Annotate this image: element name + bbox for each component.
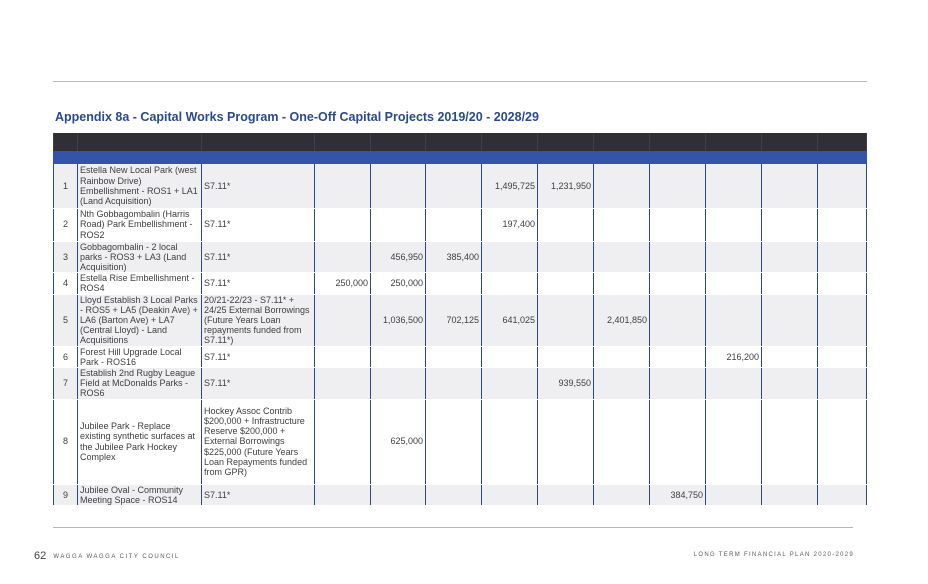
year-amount-cell — [706, 484, 762, 505]
year-amount-cell — [706, 294, 762, 346]
funding-source-cell: S7.11* — [202, 241, 315, 273]
year-amount-cell — [426, 273, 482, 294]
organisation-name: WAGGA WAGGA CITY COUNCIL — [53, 554, 180, 560]
table-row — [54, 484, 867, 505]
project-cell: Nth Gobbagombalin (Harris Road) Park Embellishment - ROS2 — [78, 208, 202, 241]
year-amount-cell — [650, 273, 706, 294]
year-amount-cell — [315, 346, 371, 367]
year-amount-cell — [538, 208, 594, 241]
year-amount-cell — [538, 346, 594, 367]
year-amount-cell — [426, 164, 482, 208]
funding-source-cell: S7.11* — [202, 346, 315, 367]
table-row — [54, 294, 867, 346]
year-amount-cell — [706, 399, 762, 484]
year-amount-cell — [818, 367, 867, 399]
year-amount-cell — [426, 484, 482, 505]
year-amount-cell — [818, 241, 867, 273]
year-amount-cell: 625,000 — [371, 399, 426, 484]
year-amount-cell — [594, 164, 650, 208]
year-amount-cell: 216,200 — [706, 346, 762, 367]
year-amount-cell — [315, 294, 371, 346]
year-amount-cell — [650, 294, 706, 346]
funding-source-cell: S7.11* — [202, 273, 315, 294]
table-row — [54, 164, 867, 208]
year-amount-cell — [538, 484, 594, 505]
page-number: 62 — [34, 550, 47, 562]
year-amount-cell — [594, 241, 650, 273]
year-amount-cell — [762, 399, 818, 484]
year-amount-cell — [538, 241, 594, 273]
year-amount-cell — [482, 273, 538, 294]
project-cell: Jubilee Park - Replace existing synthetic surfaces at the Jubilee Park Hockey Complex — [78, 399, 202, 484]
year-amount-cell — [315, 164, 371, 208]
funding-source-cell: S7.11* — [202, 208, 315, 241]
year-amount-cell — [650, 399, 706, 484]
year-amount-cell — [371, 484, 426, 505]
year-amount-cell — [538, 273, 594, 294]
year-amount-cell — [706, 273, 762, 294]
project-cell: Lloyd Establish 3 Local Parks - ROS5 + LA5 (Deakin Ave) + LA6 (Barton Ave) + LA7 (Central Lloyd) - Land Acquisitions — [78, 294, 202, 346]
year-amount-cell — [650, 241, 706, 273]
row-number-cell: 9 — [54, 484, 78, 505]
year-amount-cell — [315, 208, 371, 241]
header-row-dark — [54, 133, 867, 151]
year-amount-cell — [426, 346, 482, 367]
year-amount-cell — [594, 208, 650, 241]
project-cell: Jubilee Oval - Community Meeting Space - ROS14 — [78, 484, 202, 505]
table-row — [54, 241, 867, 273]
table-row — [54, 273, 867, 294]
year-amount-cell — [818, 294, 867, 346]
year-amount-cell — [818, 273, 867, 294]
year-amount-cell: 641,025 — [482, 294, 538, 346]
year-amount-cell: 197,400 — [482, 208, 538, 241]
year-amount-cell — [650, 346, 706, 367]
year-amount-cell — [315, 399, 371, 484]
year-amount-cell — [426, 367, 482, 399]
funding-source-cell: Hockey Assoc Contrib $200,000 + Infrastructure Reserve $200,000 + External Borrowings $225,000 (Future Years Loan Repayments funded from GPR) — [202, 399, 315, 484]
year-amount-cell: 939,550 — [538, 367, 594, 399]
year-amount-cell — [482, 484, 538, 505]
project-cell: Forest Hill Upgrade Local Park - ROS16 — [78, 346, 202, 367]
year-amount-cell — [315, 367, 371, 399]
year-amount-cell — [482, 346, 538, 367]
year-amount-cell — [650, 208, 706, 241]
capital-works-table — [53, 133, 867, 506]
year-amount-cell: 250,000 — [371, 273, 426, 294]
row-number-cell: 5 — [54, 294, 78, 346]
year-amount-cell — [315, 241, 371, 273]
year-amount-cell: 456,950 — [371, 241, 426, 273]
year-amount-cell — [426, 399, 482, 484]
year-amount-cell — [426, 208, 482, 241]
project-cell: Gobbagombalin - 2 local parks - ROS3 + LA3 (Land Acquisition) — [78, 241, 202, 273]
top-rule — [53, 81, 867, 82]
year-amount-cell — [762, 273, 818, 294]
table-row — [54, 399, 867, 484]
year-amount-cell — [762, 346, 818, 367]
year-amount-cell — [371, 367, 426, 399]
year-amount-cell — [650, 367, 706, 399]
year-amount-cell: 1,231,950 — [538, 164, 594, 208]
year-amount-cell — [650, 164, 706, 208]
year-amount-cell — [594, 367, 650, 399]
year-amount-cell — [538, 294, 594, 346]
year-amount-cell: 384,750 — [650, 484, 706, 505]
row-number-cell: 6 — [54, 346, 78, 367]
year-amount-cell: 2,401,850 — [594, 294, 650, 346]
funding-source-cell: S7.11* — [202, 484, 315, 505]
project-cell: Estella New Local Park (west Rainbow Drive) Embellishment - ROS1 + LA1 (Land Acquisition) — [78, 164, 202, 208]
document-name: LONG TERM FINANCIAL PLAN 2020-2029 — [693, 552, 854, 558]
year-amount-cell — [594, 399, 650, 484]
project-cell: Establish 2nd Rugby League Field at McDonalds Parks - ROS6 — [78, 367, 202, 399]
year-amount-cell — [706, 164, 762, 208]
page-title: Appendix 8a - Capital Works Program - One-Off Capital Projects 2019/20 - 2028/29 — [55, 110, 539, 124]
year-amount-cell — [762, 208, 818, 241]
year-amount-cell — [482, 399, 538, 484]
year-amount-cell — [706, 208, 762, 241]
year-amount-cell — [762, 484, 818, 505]
year-amount-cell — [371, 164, 426, 208]
project-cell: Estella Rise Embellishment - ROS4 — [78, 273, 202, 294]
table-row — [54, 208, 867, 241]
year-amount-cell — [762, 164, 818, 208]
header-row-blue — [54, 151, 867, 164]
year-amount-cell — [371, 208, 426, 241]
year-amount-cell: 1,036,500 — [371, 294, 426, 346]
row-number-cell: 7 — [54, 367, 78, 399]
year-amount-cell — [538, 399, 594, 484]
year-amount-cell — [482, 367, 538, 399]
footer-left — [34, 550, 180, 562]
year-amount-cell: 702,125 — [426, 294, 482, 346]
year-amount-cell — [706, 241, 762, 273]
funding-source-cell: 20/21-22/23 - S7.11* + 24/25 External Borrowings (Future Years Loan repayments funded from S7.11*) — [202, 294, 315, 346]
year-amount-cell — [762, 294, 818, 346]
year-amount-cell — [706, 367, 762, 399]
year-amount-cell — [818, 399, 867, 484]
row-number-cell: 2 — [54, 208, 78, 241]
bottom-rule — [53, 527, 853, 528]
year-amount-cell — [818, 208, 867, 241]
year-amount-cell: 250,000 — [315, 273, 371, 294]
funding-source-cell: S7.11* — [202, 164, 315, 208]
year-amount-cell — [594, 484, 650, 505]
year-amount-cell — [482, 241, 538, 273]
row-number-cell: 8 — [54, 399, 78, 484]
year-amount-cell — [315, 484, 371, 505]
funding-source-cell: S7.11* — [202, 367, 315, 399]
year-amount-cell — [818, 346, 867, 367]
year-amount-cell — [594, 346, 650, 367]
year-amount-cell — [762, 367, 818, 399]
row-number-cell: 3 — [54, 241, 78, 273]
year-amount-cell — [371, 346, 426, 367]
year-amount-cell: 1,495,725 — [482, 164, 538, 208]
table-row — [54, 346, 867, 367]
year-amount-cell — [762, 241, 818, 273]
row-number-cell: 1 — [54, 164, 78, 208]
year-amount-cell — [818, 164, 867, 208]
year-amount-cell — [818, 484, 867, 505]
row-number-cell: 4 — [54, 273, 78, 294]
year-amount-cell: 385,400 — [426, 241, 482, 273]
year-amount-cell — [594, 273, 650, 294]
table-row — [54, 367, 867, 399]
